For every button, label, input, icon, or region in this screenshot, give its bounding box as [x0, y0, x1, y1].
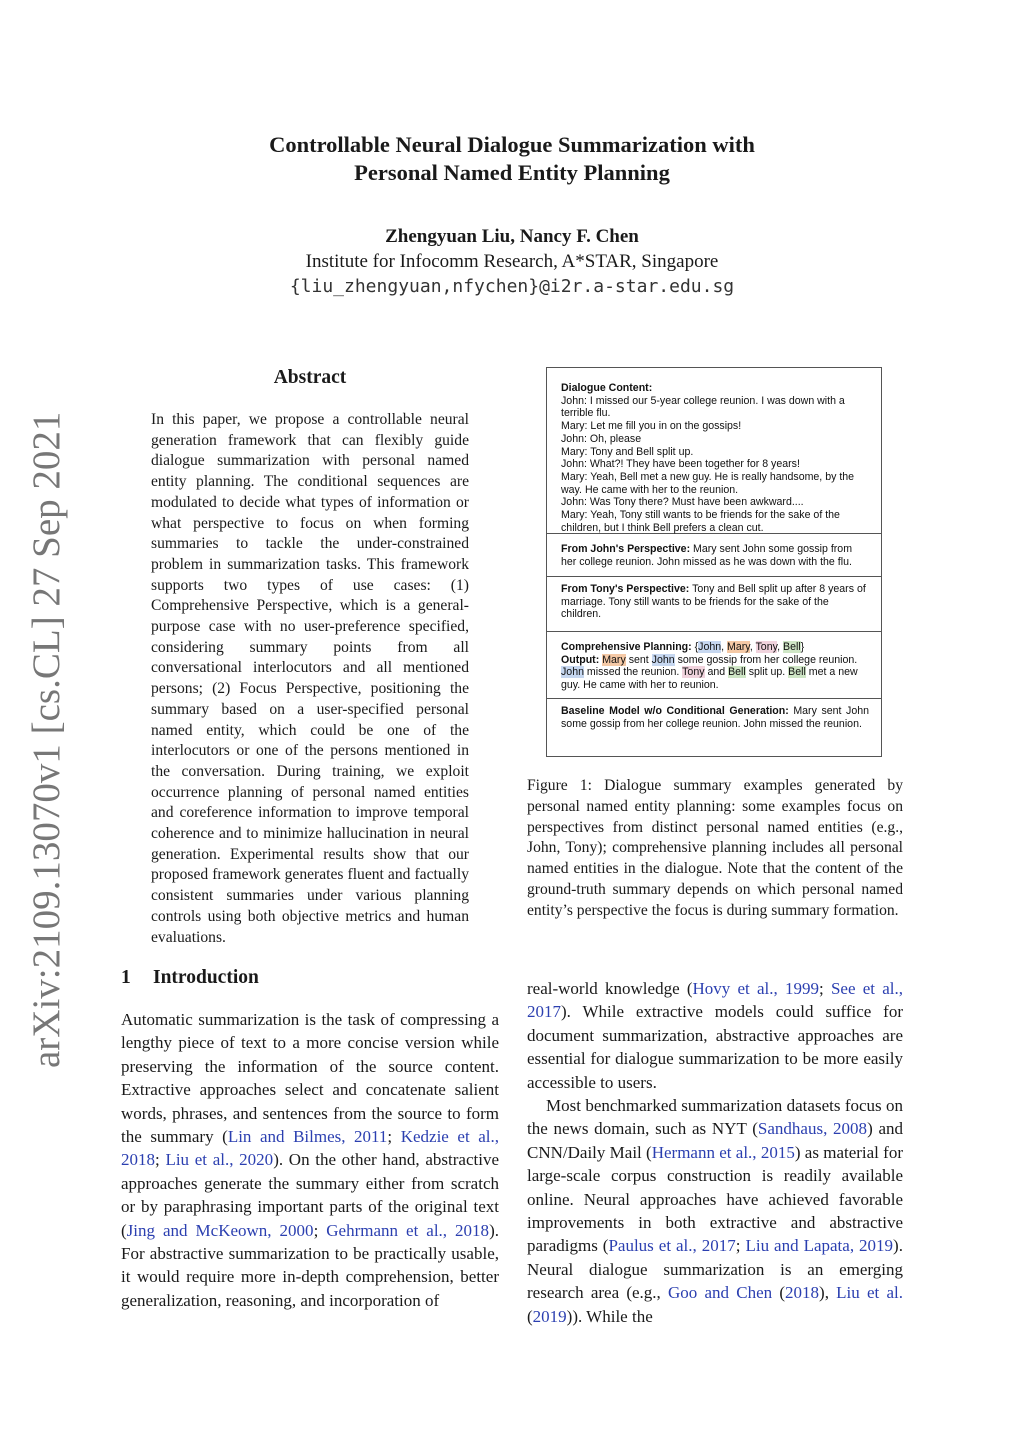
text-run: ) as material for large-scale corpus construction is readily available online. Neural approaches have achieved favorable improvements in both extractive and abstractive paradigms (	[527, 1142, 904, 1256]
intro-right-column	[527, 977, 903, 1328]
citation-link[interactable]: Lin and Bilmes, 2011	[227, 1127, 388, 1147]
text-run: ;	[818, 979, 831, 998]
dialogue-content	[547, 368, 881, 534]
citation-link[interactable]: Sandhaus, 2008	[757, 1119, 868, 1139]
dialogue-line: John: Was Tony there? Must have been awkward....	[561, 496, 804, 509]
entity-mary: Mary	[727, 641, 750, 653]
title-line-1: Controllable Neural Dialogue Summarization with	[269, 132, 755, 157]
text-run: )). While the	[566, 1306, 653, 1326]
citation-link[interactable]: 2018	[785, 1283, 820, 1303]
text-run: real-world knowledge (	[527, 979, 693, 998]
text-run: ). For abstractive summarization to be practically usable, it would require more in-depth comprehension, better generalization, reasoning, and incorporation of	[121, 1220, 499, 1310]
text-run: ),	[819, 1283, 837, 1303]
dialogue-line: Mary: Yeah, Bell met a new guy. He is really handsome, by the way. He came with her to the reunion.	[561, 470, 855, 496]
entity-john: John	[698, 641, 722, 653]
entity-john: John	[651, 653, 675, 666]
dialogue-line: Mary: Yeah, Tony still wants to be friends for the sake of the children, but I think Bell prefers a clean cut.	[561, 509, 840, 534]
figure-1	[546, 367, 882, 757]
dialogue-line: John: Oh, please	[561, 432, 642, 445]
citation-link[interactable]: Goo and Chen	[668, 1283, 773, 1303]
text-run: split up.	[745, 666, 789, 679]
entity-tony: Tony	[682, 666, 705, 679]
planning-label: Comprehensive Planning:	[561, 641, 692, 653]
citation-link[interactable]: Jing and McKeown, 2000	[126, 1220, 314, 1240]
email: {liu_zhengyuan,nfychen}@i2r.a-star.edu.sg	[289, 276, 735, 297]
text-run: Most benchmarked summarization datasets focus on the news domain, such as NYT (	[527, 1096, 903, 1139]
arxiv-stamp: arXiv:2109.13070v1 [cs.CL] 27 Sep 2021	[25, 411, 68, 1068]
text-run: (	[772, 1283, 786, 1303]
dialogue-line: Mary: Let me fill you in on the gossips!	[561, 420, 742, 433]
comprehensive-planning	[547, 632, 881, 699]
paragraph	[527, 977, 903, 1094]
abstract-text: In this paper, we propose a controllable neural generation framework that can flexibly guide dialogue summarization with personal named entity planning. The conditional sequences are modulated to decide what types of information or what perspective to focus on when forming summaries to tackle the under-constrained problem in summarization tasks. This framework supports two types of use cases: (1) Comprehensive Perspective, which is a general-purpose case with no user-preference specified, considering summary points from all conversational interlocutors and all mentioned persons; (2) Focus Perspective, positioning the summary based on a user-specified personal named entity, which could be one of the interlocutors or one of the persons mentioned in the conversation. During training, we exploit occurrence planning of personal named entities and coreference information to improve temporal coherence and to minimize hallucination in neural generation. Experimental results show that our proposed framework generates fluent and factually consistent summaries under various planning controls using both objective metrics and human evaluations.	[151, 411, 469, 946]
tony-perspective-label: From Tony's Perspective:	[561, 583, 690, 595]
citation-link[interactable]: Hovy et al., 1999	[692, 979, 819, 998]
text-run: some gossip from her college reunion.	[674, 653, 858, 666]
entity-john: John	[561, 666, 584, 679]
brace: }	[800, 641, 805, 653]
text-run: (	[527, 1306, 533, 1326]
text-run: ). While extractive models could suffice for document summarization, abstractive approaches are essential for dialogue summarization to be more easily accessible to users.	[527, 1002, 903, 1092]
citation-link[interactable]: Liu and Lapata, 2019	[745, 1236, 894, 1256]
output-label: Output:	[561, 653, 600, 666]
figure-caption: Figure 1: Dialogue summary examples generated by personal named entity planning: some examples focus on perspectives from distinct personal named entities (e.g., John, Tony); comprehensive planning includes all personal named entities in the dialogue. Note that the content of the ground-truth summary depends on which personal named entity’s perspective the focus is during summary formation.	[527, 777, 903, 919]
entity-mary: Mary	[602, 653, 626, 666]
entity-bell: Bell	[783, 641, 801, 653]
citation-link[interactable]: Paulus et al., 2017	[608, 1236, 736, 1256]
john-perspective-label: From John's Perspective:	[561, 543, 691, 555]
text-run: Automatic summarization is the task of compressing a lengthy piece of text to a more concise version while preserving the information of the source content. Extractive approaches select and concatenate salient words, phrases, and sentences from the source to form the summary (	[121, 1010, 499, 1147]
citation-link[interactable]: Liu et al.	[836, 1283, 903, 1303]
citation-link[interactable]: See et al., 2017	[527, 979, 903, 1022]
comma: ,	[777, 641, 783, 653]
text-run: sent	[625, 653, 652, 666]
baseline-model	[547, 699, 881, 756]
citation-link[interactable]: 2019	[532, 1306, 567, 1326]
text-run: ). On the other hand, abstractive approaches generate the summary either from scratch or by paraphrasing important parts of the original text (	[121, 1150, 499, 1240]
abstract-heading: Abstract	[273, 367, 347, 388]
tony-perspective-text: Tony and Bell split up after 8 years of marriage. Tony still wants to be friends for the sake of the children.	[561, 583, 866, 621]
text-run: ;	[313, 1220, 327, 1240]
paper-title	[0, 131, 1024, 187]
dialogue-line: Mary: Tony and Bell split up.	[561, 445, 694, 458]
section-title: Introduction	[153, 967, 259, 988]
section-number: 1	[121, 967, 131, 988]
text-run: and	[704, 666, 729, 679]
citation-link[interactable]: Hermann et al., 2015	[651, 1142, 795, 1162]
dialogue-heading: Dialogue Content:	[561, 382, 653, 394]
dialogue-line: John: I missed our 5-year college reunion. I was down with a terrible flu.	[561, 394, 845, 420]
tony-perspective	[547, 577, 881, 632]
john-perspective	[547, 534, 881, 577]
text-run: met a new guy. He came with her to reunion.	[561, 666, 858, 692]
text-run: ). Neural dialogue summarization is an emerging research area (e.g.,	[527, 1236, 903, 1303]
text-run: ;	[155, 1150, 166, 1170]
dialogue-line: John: What?! They have been together for 8 years!	[561, 458, 800, 471]
title-line-2: Personal Named Entity Planning	[354, 160, 670, 185]
paragraph	[527, 1094, 903, 1328]
authors: Zhengyuan Liu, Nancy F. Chen	[385, 226, 639, 247]
text-run: ;	[387, 1127, 401, 1147]
comma: ,	[721, 641, 728, 653]
baseline-text: Mary sent John some gossip from her college reunion. John missed the reunion.	[561, 705, 869, 730]
text-run: ) and CNN/Daily Mail (	[527, 1119, 903, 1162]
affiliation: Institute for Infocomm Research, A*STAR, Singapore	[305, 251, 719, 272]
planning-output	[561, 654, 869, 692]
section-heading-introduction	[121, 967, 259, 989]
baseline-label: Baseline Model w/o Conditional Generation:	[561, 705, 789, 717]
intro-left-column	[121, 1008, 499, 1312]
john-perspective-text: Mary sent John some gossip from her college reunion. John missed as he was down with the flu.	[561, 543, 853, 568]
comma: ,	[749, 641, 756, 653]
text-run: missed the reunion.	[583, 666, 683, 679]
entity-tony: Tony	[755, 641, 778, 653]
citation-link[interactable]: Liu et al., 2020	[165, 1150, 274, 1170]
entity-bell: Bell	[728, 666, 746, 679]
brace: {	[691, 641, 699, 653]
citation-link[interactable]: Kedzie et al., 2018	[121, 1127, 499, 1170]
entity-bell: Bell	[788, 666, 806, 679]
text-run: ;	[735, 1236, 746, 1256]
citation-link[interactable]: Gehrmann et al., 2018	[326, 1220, 490, 1240]
